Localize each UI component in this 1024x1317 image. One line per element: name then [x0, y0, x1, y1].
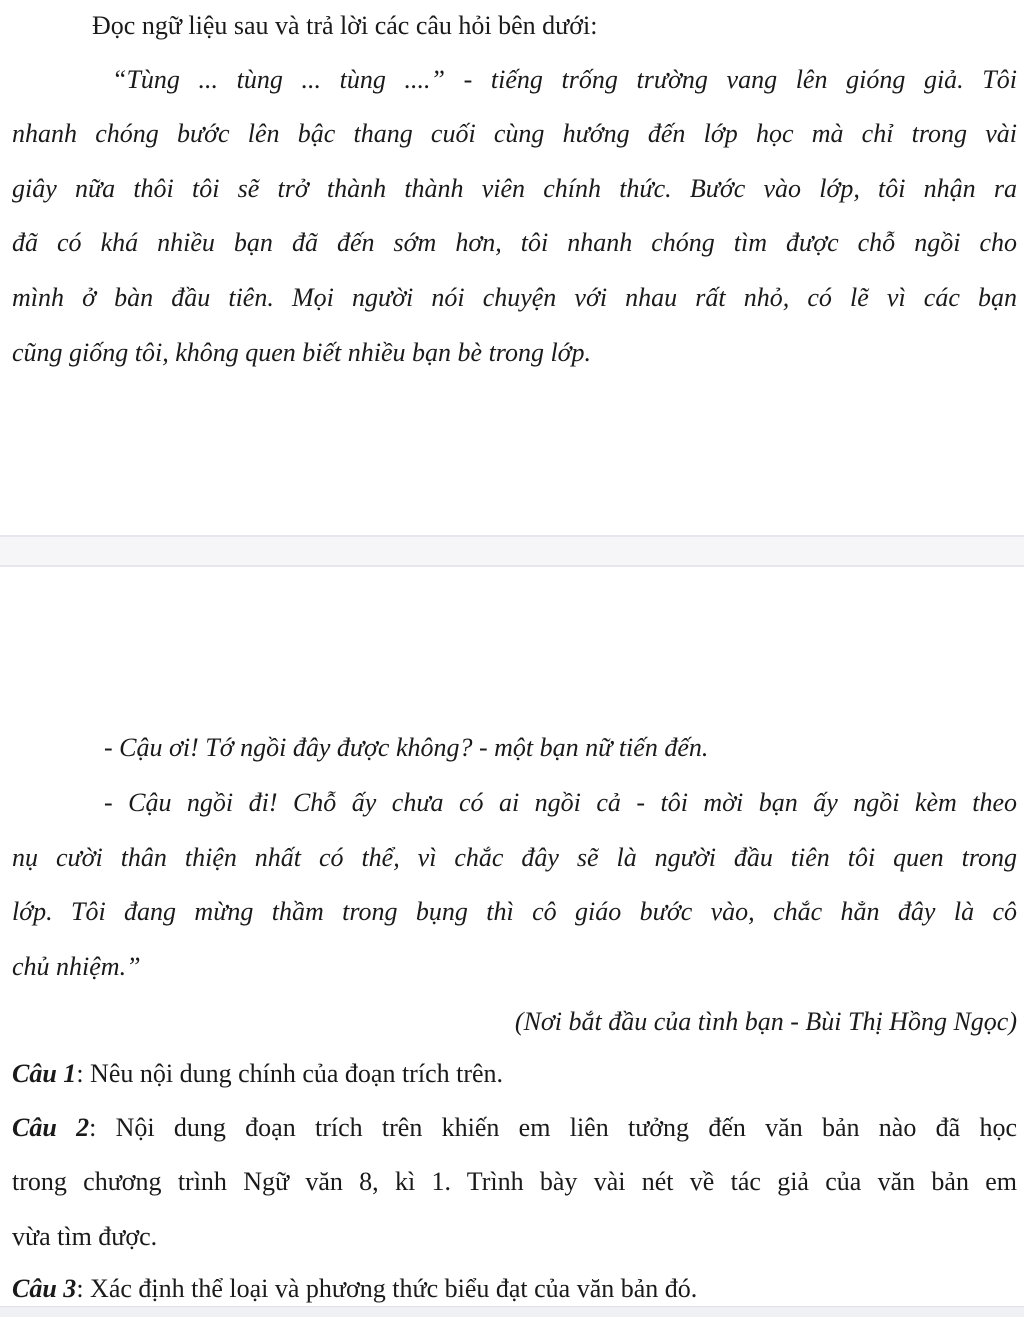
passage-line: - Cậu ngồi đi! Chỗ ấy chưa có ai ngồi cả - tôi mời bạn ấy ngồi kèm theo: [104, 788, 1017, 817]
question-3: [12, 1273, 1017, 1305]
question-label: Câu 2: [12, 1113, 90, 1142]
instruction-text: Đọc ngữ liệu sau và trả lời các câu hỏi bên dưới:: [92, 11, 598, 40]
question-2-line-1: [12, 1112, 1017, 1144]
passage-line: cũng giống tôi, không quen biết nhiều bạn bè trong lớp.: [12, 338, 592, 367]
passage-line: mình ở bàn đầu tiên. Mọi người nói chuyện với nhau rất nhỏ, có lẽ vì các bạn: [12, 283, 1017, 312]
passage-line: giây nữa thôi tôi sẽ trở thành thành viên chính thức. Bước vào lớp, tôi nhận ra: [12, 174, 1017, 203]
question-2-line-3: vừa tìm được.: [12, 1222, 158, 1251]
passage-line: lớp. Tôi đang mừng thầm trong bụng thì cô giáo bước vào, chắc hẳn đây là cô: [12, 897, 1017, 926]
passage-line: đã có khá nhiều bạn đã đến sớm hơn, tôi nhanh chóng tìm được chỗ ngồi cho: [12, 228, 1017, 257]
question-label: Câu 3: [12, 1274, 77, 1303]
source-citation: (Nơi bắt đầu của tình bạn - Bùi Thị Hồng Ngọc): [514, 1007, 1017, 1036]
passage-line: nhanh chóng bước lên bậc thang cuối cùng hướng đến lớp học mà chỉ trong vài: [12, 119, 1017, 148]
question-label: Câu 1: [12, 1059, 77, 1088]
passage-line: “Tùng ... tùng ... tùng ....” - tiếng trống trường vang lên gióng giả. Tôi: [112, 65, 1017, 94]
passage-line: nụ cười thân thiện nhất có thể, vì chắc đây sẽ là người đầu tiên tôi quen trong: [12, 843, 1017, 872]
passage-line: - Cậu ơi! Tớ ngồi đây được không? - một bạn nữ tiến đến.: [104, 733, 709, 762]
passage-line: chủ nhiệm.”: [12, 952, 141, 981]
bottom-edge: [0, 1306, 1024, 1317]
page-break-divider: [0, 535, 1024, 567]
question-text: : Nội dung đoạn trích trên khiến em liên tưởng đến văn bản nào đã học: [89, 1113, 1017, 1142]
question-text: : Xác định thể loại và phương thức biểu đạt của văn bản đó.: [76, 1274, 698, 1303]
question-text: : Nêu nội dung chính của đoạn trích trên.: [76, 1059, 504, 1088]
question-2-line-2: trong chương trình Ngữ văn 8, kì 1. Trình bày vài nét về tác giả của văn bản em: [12, 1167, 1017, 1196]
question-1: [12, 1058, 1017, 1090]
